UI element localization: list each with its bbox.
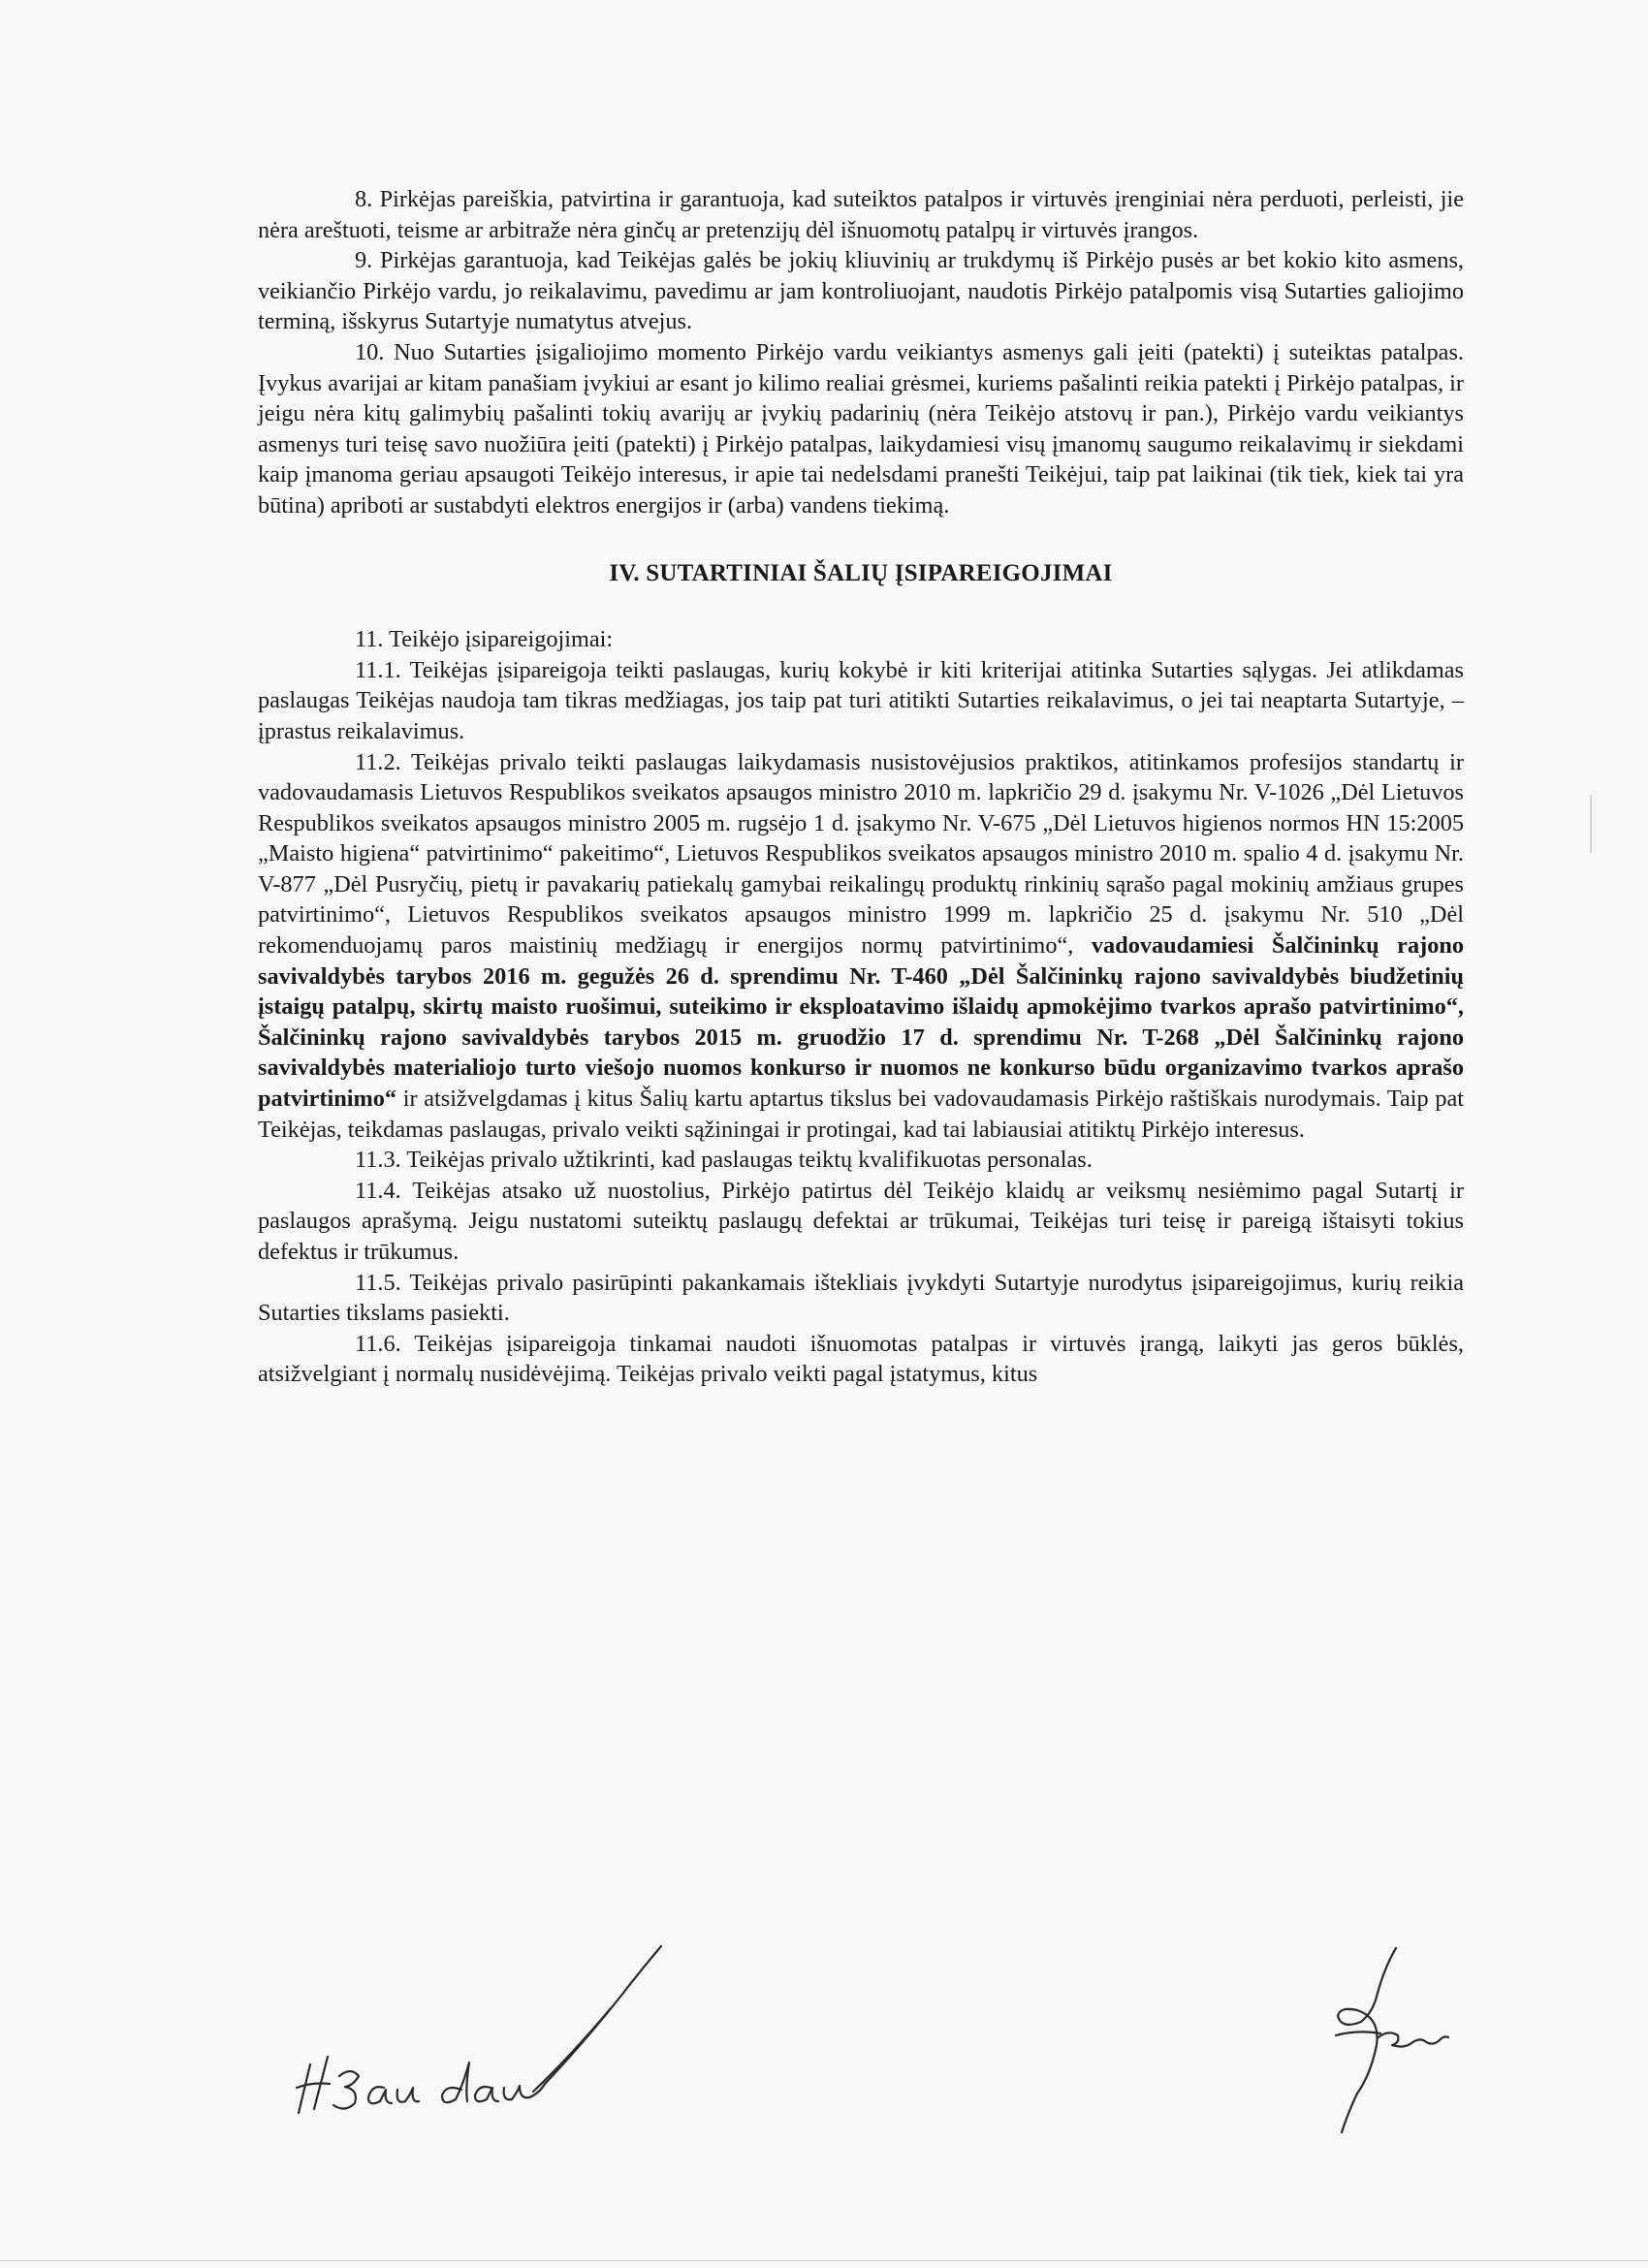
scan-edge-mark-right [1590,795,1592,853]
scan-edge-mark-bottom [0,2260,1648,2261]
paragraph-9: 9. Pirkėjas garantuoja, kad Teikėjas galės be jokių kliuvinių ar trukdymų iš Pirkėjo pusės ar bet kokio kito asmens, veikiančio Pirkėjo vardu, jo reikalavimu, pavedimu ar jam kontroliuojant, naudotis Pirkėjo patalpomis visą Sutarties galiojimo terminą, išskyrus Sutartyje numatytus atvejus. [258,247,1464,335]
paragraph-11-2-part-b: ir atsižvelgdamas į kitus Šalių kartu aptartus tikslus bei vadovaudamasis Pirkėjo raštiškais nurodymais. Taip pat Teikėjas, teikdamas paslaugas, privalo veikti sąžiningai ir protingai, kad tai labiausiai atitiktų Pirkėjo interesus. [258,1086,1464,1143]
paragraph-11-2-bold: vadovaudamiesi Šalčininkų rajono savivaldybės tarybos 2016 m. gegužės 26 d. sprendimu Nr. T-460 „Dėl Šalčininkų rajono savivaldybės biudžetinių įstaigų patalpų, skirtų maisto ruošimui, suteikimo ir eksploatavimo išlaidų apmokėjimo tvarkos aprašo patvirtinimo“, Šalčininkų rajono savivaldybės tarybos 2015 m. gruodžio 17 d. sprendimu Nr. T-268 „Dėl Šalčininkų rajono savivaldybės materialiojo turto viešojo nuomos konkurso ir nuomos ne konkurso būdu organizavimo tvarkos aprašo patvirtinimo“ [258,932,1464,1113]
signature-left-drawing [291,1938,698,2132]
signature-right [1280,1929,1474,2142]
paragraph-11-3: 11.3. Teikėjas privalo užtikrinti, kad paslaugas teiktų kvalifikuotas personalas. [355,1147,1093,1174]
paragraph-11-2-part-a: 11.2. Teikėjas privalo teikti paslaugas laikydamasis nusistovėjusios praktikos, atitinkamos profesijos standartų ir vadovaudamasis Lietuvos Respublikos sveikatos apsaugos ministro 2010 m. lapkričio 29 d. įsakymu Nr. V-1026 „Dėl Lietuvos Respublikos sveikatos apsaugos ministro 2005 m. rugsėjo 1 d. įsakymo Nr. V-675 „Dėl Lietuvos higienos normos HN 15:2005 „Maisto higiena“ patvirtinimo“ pakeitimo“, Lietuvos Respublikos sveikatos apsaugos ministro 2010 m. spalio 4 d. įsakymu Nr. V-877 „Dėl Pusryčių, pietų ir pavakarių patiekalų gamybai reikalingų produktų rinkinių sąrašo pagal mokinių amžiaus grupes patvirtinimo“, Lietuvos Respublikos sveikatos apsaugos ministro 1999 m. lapkričio 25 d. įsakymu Nr. 510 „Dėl rekomenduojamų paros maistinių medžiagų ir energijos normų patvirtinimo“, [258,748,1464,960]
paragraph-8: 8. Pirkėjas pareiškia, patvirtina ir garantuoja, kad suteiktos patalpos ir virtuvės įrenginiai nėra perduoti, perleisti, jie nėra areštuoti, teisme ar arbitraže nėra ginčų ar pretenzijų dėl išnuomotų patalpų ir virtuvės įrangos. [258,186,1464,243]
paragraph-11-2 [258,747,1464,1146]
paragraph-11-5: 11.5. Teikėjas privalo pasirūpinti pakankamais ištekliais įvykdyti Sutartyje nurodytus įsipareigojimus, kurių reikia Sutarties tikslams pasiekti. [258,1269,1464,1327]
paragraph-11: 11. Teikėjo įsipareigojimai: [355,626,614,653]
paragraph-11-1: 11.1. Teikėjas įsipareigoja teikti paslaugas, kurių kokybė ir kiti kriterijai atitinka Sutarties sąlygas. Jei atlikdamas paslaugas Teikėjas naudoja tam tikras medžiagas, jos taip pat turi atitikti Sutarties reikalavimus, o jei tai neaptarta Sutartyje, – įprastus reikalavimus. [258,656,1464,744]
signature-right-drawing [1280,1929,1474,2142]
signature-left [291,1938,698,2132]
section-heading: IV. SUTARTINIAI ŠALIŲ ĮSIPAREIGOJIMAI [609,559,1113,586]
paragraph-10: 10. Nuo Sutarties įsigaliojimo momento Pirkėjo vardu veikiantys asmenys gali įeiti (patekti) į suteiktas patalpas. Įvykus avarijai ar kitam panašiam įvykiui ar esant jo kilimo realiai grėsmei, kuriems pašalinti reikia patekti į Pirkėjo patalpas, ir jeigu nėra kitų galimybių pašalinti tokių avarijų ar įvykių padarinių (nėra Teikėjo atstovų ir pan.), Pirkėjo vardu veikiantys asmenys turi teisę savo nuožiūra įeiti (patekti) į Pirkėjo patalpas, laikydamiesi visų įmanomų saugumo reikalavimų ir siekdami kaip įmanoma geriau apsaugoti Teikėjo interesus, ir apie tai nedelsdami pranešti Teikėjui, taip pat laikinai (tik tiek, kiek tai yra būtina) apriboti ar sustabdyti elektros energijos ir (arba) vandens tiekimą. [258,338,1464,519]
document-body [258,184,1464,1390]
paragraph-11-4: 11.4. Teikėjas atsako už nuostolius, Pirkėjo patirtus dėl Teikėjo klaidų ar veiksmų nesiėmimo pagal Sutartį ir paslaugos aprašymą. Jeigu nustatomi suteiktų paslaugų defektai ar trūkumai, Teikėjas turi teisę ir pareigą ištaisyti tokius defektus ir trūkumus. [258,1177,1464,1265]
paragraph-11-6: 11.6. Teikėjas įsipareigoja tinkamai naudoti išnuomotas patalpas ir virtuvės įrangą, laikyti jas geros būklės, atsižvelgiant į normalų nusidėvėjimą. Teikėjas privalo veikti pagal įstatymus, kitus [258,1330,1464,1388]
